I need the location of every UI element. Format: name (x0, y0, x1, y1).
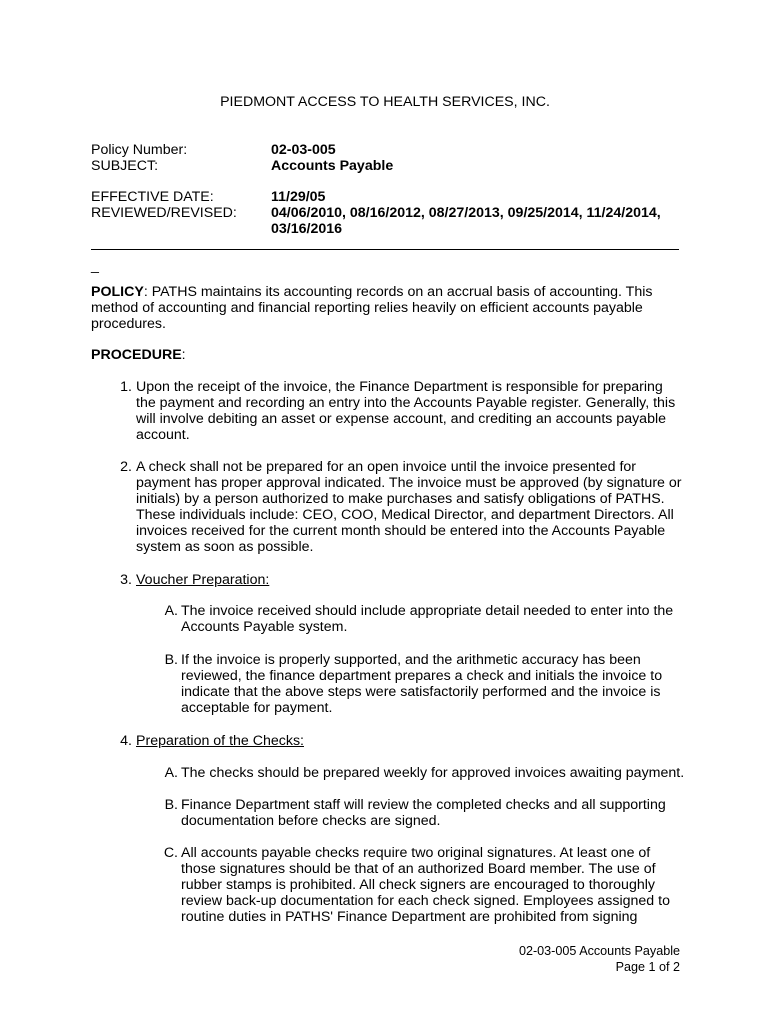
policy-label: POLICY (91, 284, 144, 300)
subitem-text: The invoice received should include appropriate detail needed to enter into the Accounts Payable system. (181, 603, 674, 635)
footer-doc-ref: 02-03-005 Accounts Payable (518, 944, 680, 958)
reviewed-revised-dates-line2: 03/16/2016 (271, 221, 343, 237)
subitem-letter: A. (164, 603, 178, 619)
subitem-letter: B. (164, 652, 178, 668)
organization-title: PIEDMONT ACCESS TO HEALTH SERVICES, INC. (220, 94, 550, 110)
footer-page-number: Page 1 of 2 (615, 960, 680, 974)
subitem-letter: B. (164, 797, 178, 813)
reviewed-revised-label: REVIEWED/REVISED: (91, 205, 237, 221)
procedure-label: PROCEDURE (91, 347, 182, 363)
policy-text: : PATHS maintains its accounting records on an accrual basis of accounting. This method of accounting and financial reporting relies heavily on efficient accounts payable procedures. (91, 284, 653, 332)
subject-value: Accounts Payable (271, 158, 394, 174)
policy-number-label: Policy Number: (91, 142, 188, 158)
item-text: A check shall not be prepared for an open invoice until the invoice presented for payment has proper approval indicated. The invoice must be approved (by signature or initials) by a person authorized to make purchases and satisfy obligations of PATHS. These individuals include: CEO, COO, Medical Director, and department Directors. All invoices received for the current month should be entered into the Accounts Payable system as soon as possible. (136, 459, 682, 555)
item-number: 1. (120, 379, 132, 395)
subitem-text: If the invoice is properly supported, and the arithmetic accuracy has been reviewed, the finance department prepares a check and initials the invoice to indicate that the above steps were satisfactorily performed and the invoice is acceptable for payment. (181, 652, 663, 716)
effective-date-label: EFFECTIVE DATE: (91, 189, 214, 205)
item-heading: Preparation of the Checks: (136, 733, 304, 749)
procedure-heading: PROCEDURE: (91, 347, 186, 363)
item-number: 3. (120, 572, 132, 588)
policy-paragraph (91, 284, 679, 332)
subitem-text: All accounts payable checks require two original signatures. At least one of those signatures should be that of an authorized Board member. The use of rubber stamps is prohibited. All check signers are encouraged to thoroughly review back-up documentation for each check signed. Employees assigned to routine duties in PATHS' Finance Department are prohibited from signing (181, 845, 670, 925)
item-text: Upon the receipt of the invoice, the Finance Department is responsible for preparing the payment and recording an entry into the Accounts Payable register. Generally, this will involve debiting an asset or expense account, and crediting an accounts payable account. (136, 379, 676, 443)
item-number: 2. (120, 459, 132, 475)
subitem-text: The checks should be prepared weekly for approved invoices awaiting payment. (181, 765, 685, 781)
item-number: 4. (120, 733, 132, 749)
reviewed-revised-dates-line1: 04/06/2010, 08/16/2012, 08/27/2013, 09/25/2014, 11/24/2014, (271, 205, 661, 221)
policy-number-value: 02-03-005 (271, 142, 336, 158)
header-dash: _ (91, 258, 99, 274)
subitem-letter: A. (164, 765, 178, 781)
subitem-text: Finance Department staff will review the completed checks and all supporting documentation before checks are signed. (181, 797, 666, 829)
header-divider (91, 249, 679, 250)
subject-label: SUBJECT: (91, 158, 159, 174)
effective-date-value: 11/29/05 (271, 189, 326, 205)
item-heading: Voucher Preparation: (136, 572, 270, 588)
subitem-letter: C. (163, 845, 178, 861)
